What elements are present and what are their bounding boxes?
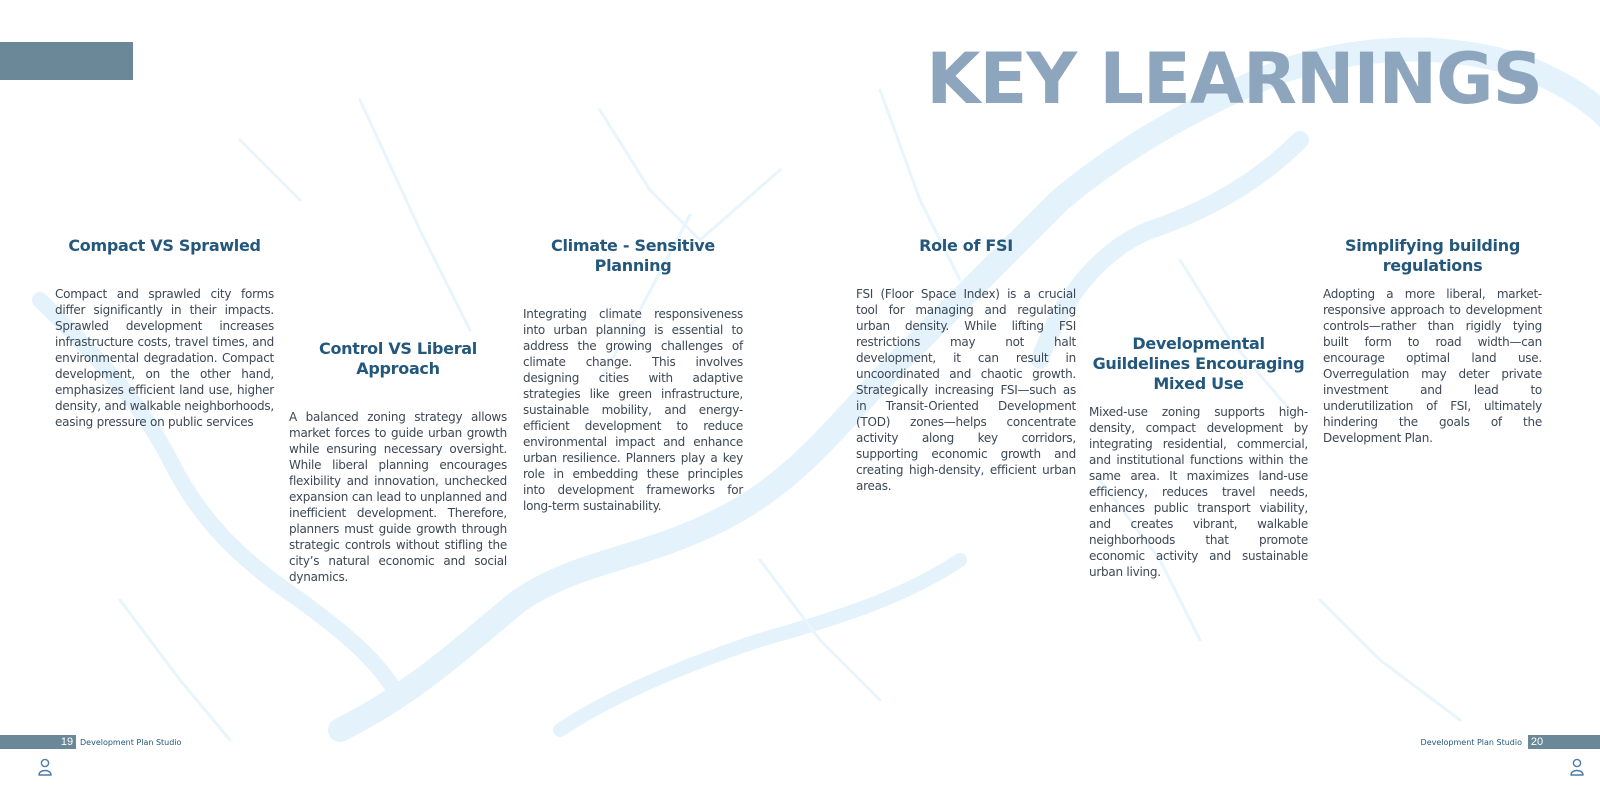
section-heading: Developmental Guildelines Encouraging Mixed Use <box>1092 334 1305 393</box>
person-icon <box>37 758 53 776</box>
section-mixed-use-guidelines <box>1089 334 1308 580</box>
page-number-left: 19 <box>58 735 76 749</box>
section-heading: Simplifying building regulations <box>1345 236 1520 275</box>
road-7 <box>1320 600 1460 720</box>
page-title: KEY LEARNINGS <box>926 38 1542 120</box>
section-heading: Role of FSI <box>919 236 1013 255</box>
road-6 <box>120 600 230 740</box>
section-control-vs-liberal <box>289 339 507 585</box>
road-2 <box>600 110 780 240</box>
footer-bar-right <box>1546 735 1600 749</box>
section-body: Integrating climate responsiveness into urban planning is essential to address the growing challenges of climate change. This involves designing cities with adaptive strategies like green infrastructure, sustainable mobility, and energy-efficient development to reduce environmental impact and enhance urban resilience. Planners play a key role in embedding these principles into development frameworks for long-term sustainability. <box>523 307 743 513</box>
section-heading: Control VS Liberal Approach <box>319 339 477 378</box>
road-9 <box>240 140 300 200</box>
road-1 <box>360 100 470 330</box>
section-body: Adopting a more liberal, market-responsive approach to development controls—rather than rigidly tying built form to road width—can encourage optimal land use. Overregulation may deter private investment and lead to underutilization of FSI, ultimately hindering the goals of the Development Plan. <box>1323 287 1542 445</box>
footer-bar-left <box>0 735 58 749</box>
section-body: A balanced zoning strategy allows market forces to guide urban growth while ensuring necessary oversight. While liberal planning encourages flexibility and innovation, unchecked expansion can lead to unplanned and inefficient development. Therefore, planners must guide growth through strategic controls without stifling the city’s natural economic and social dynamics. <box>289 410 507 584</box>
section-compact-vs-sprawled <box>55 236 274 430</box>
header-accent-bar <box>0 42 133 80</box>
footer-label-right: Development Plan Studio <box>1420 738 1522 747</box>
page-number-right: 20 <box>1528 735 1546 749</box>
footer-label-left: Development Plan Studio <box>80 738 182 747</box>
person-icon <box>1569 758 1585 776</box>
river-south <box>560 560 960 730</box>
section-body: Compact and sprawled city forms differ significantly in their impacts. Sprawled development increases infrastructure costs, travel times, and environmental degradation. Compact development, on the other hand, emphasizes efficient land use, higher density, and walkable neighborhoods, easing pressure on public services <box>55 287 274 429</box>
section-climate-sensitive-planning <box>523 236 743 514</box>
section-body: FSI (Floor Space Index) is a crucial tool for managing and regulating urban density. While lifting FSI restrictions may not halt development, it can result in uncoordinated and chaotic growth. Strategically increasing FSI—such as in Transit-Oriented Development (TOD) zones—helps concentrate activity along key corridors, supporting economic growth and creating high-density, efficient urban areas. <box>856 287 1076 493</box>
section-simplifying-regulations <box>1323 236 1542 446</box>
section-heading: Compact VS Sprawled <box>68 236 261 255</box>
section-body: Mixed-use zoning supports high-density, compact development by integrating residential, commercial, and institutional functions within the same area. It maximizes land-use efficiency, reduces travel needs, enhances public transport viability, and creates vibrant, walkable neighborhoods that promote economic activity and sustainable urban living. <box>1089 405 1308 579</box>
section-heading: Climate - Sensitive Planning <box>551 236 715 275</box>
section-role-of-fsi <box>856 236 1076 494</box>
